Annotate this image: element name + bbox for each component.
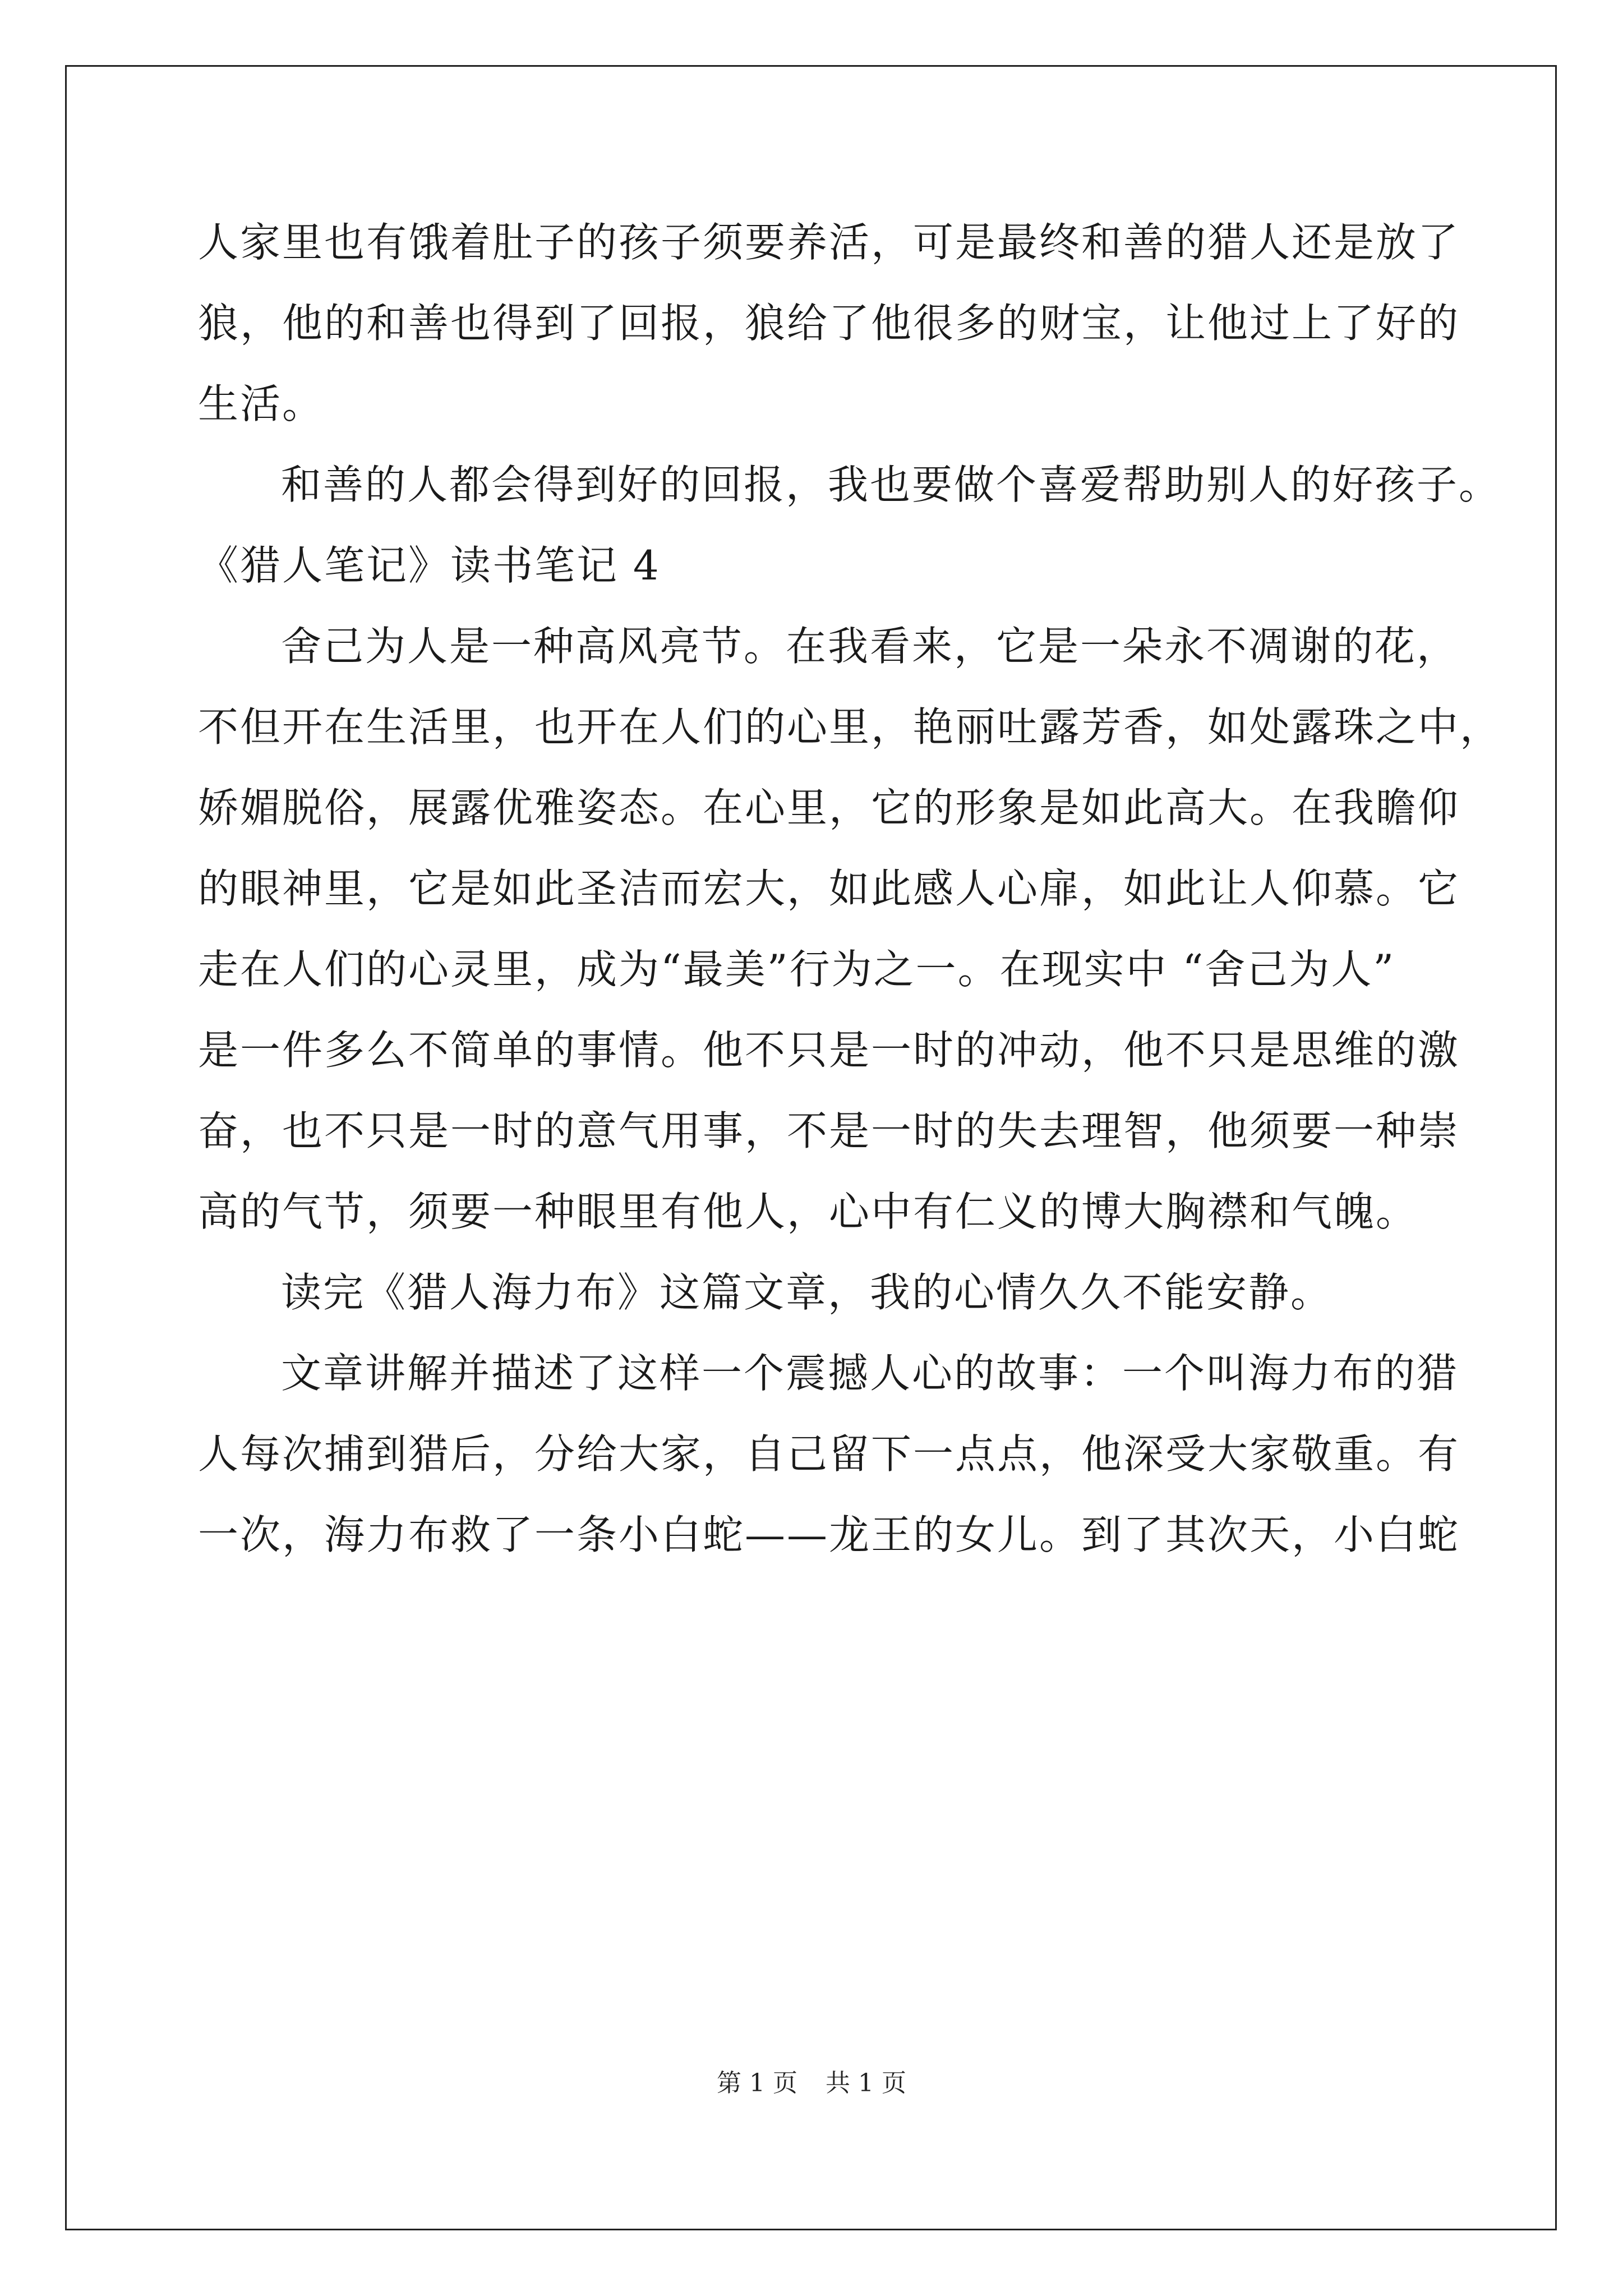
page-total: 共 1 页 bbox=[826, 2069, 906, 2097]
text-line-15: 文章讲解并描述了这样一个震撼人心的故事：一个叫海力布的猎 bbox=[281, 1350, 1459, 1397]
text-line-4: 和善的人都会得到好的回报，我也要做个喜爱帮助别人的好孩子。 bbox=[281, 461, 1501, 508]
text-line-6: 舍己为人是一种高风亮节。在我看来，它是一朵永不凋谢的花， bbox=[281, 623, 1459, 670]
text-line-13: 高的气节，须要一种眼里有他人，心中有仁义的博大胸襟和气魄。 bbox=[198, 1188, 1418, 1235]
text-line-8: 娇媚脱俗，展露优雅姿态。在心里，它的形象是如此高大。在我瞻仰 bbox=[198, 784, 1460, 831]
text-line-17: 一次，海力布救了一条小白蛇——龙王的女儿。到了其次天，小白蛇 bbox=[198, 1511, 1460, 1558]
text-line-3: 生活。 bbox=[198, 380, 325, 427]
text-line-16: 人每次捕到猎后，分给大家，自己留下一点点，他深受大家敬重。有 bbox=[198, 1430, 1460, 1478]
document-body bbox=[198, 202, 1502, 1575]
page-number: 第 1 页 bbox=[717, 2069, 797, 2097]
text-line-1: 人家里也有饿着肚子的孩子须要养活，可是最终和善的猎人还是放了 bbox=[198, 219, 1460, 266]
text-line-2: 狼，他的和善也得到了回报，狼给了他很多的财宝，让他过上了好的 bbox=[198, 300, 1460, 347]
text-line-7: 不但开在生活里，也开在人们的心里，艳丽吐露芳香，如处露珠之中， bbox=[198, 703, 1502, 751]
text-line-9: 的眼神里，它是如此圣洁而宏大，如此感人心扉，如此让人仰慕。它 bbox=[198, 865, 1460, 912]
text-line-10: 走在人们的心灵里，成为“最美”行为之一。在现实中 “舍己为人” bbox=[198, 946, 1396, 993]
page-footer bbox=[0, 2067, 1623, 2100]
text-line-14: 读完《猎人海力布》这篇文章，我的心情久久不能安静。 bbox=[281, 1269, 1333, 1316]
text-line-12: 奋，也不只是一时的意气用事，不是一时的失去理智，他须要一种崇 bbox=[198, 1107, 1460, 1154]
section-heading: 《猎人笔记》读书笔记 4 bbox=[198, 542, 661, 589]
text-line-11: 是一件多么不简单的事情。他不只是一时的冲动，他不只是思维的激 bbox=[198, 1027, 1460, 1074]
